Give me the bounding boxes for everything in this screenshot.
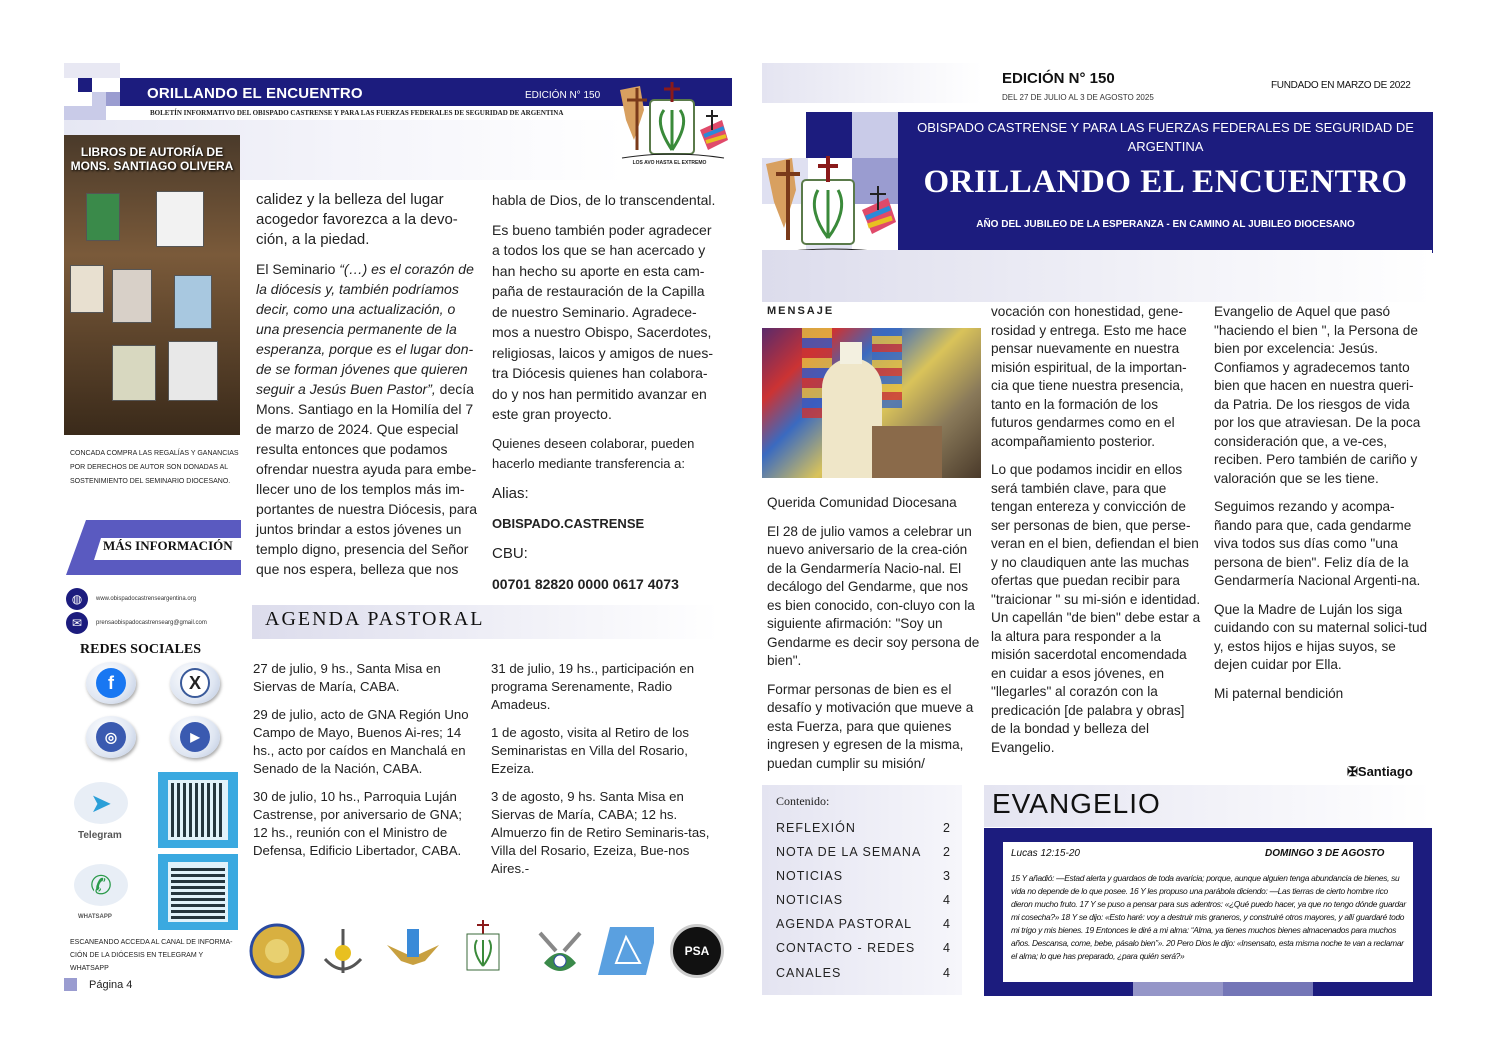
globe-icon: ◍ (66, 588, 88, 610)
contents-box (762, 785, 962, 995)
contents-page: 4 (943, 966, 951, 980)
founded-date: FUNDADO EN MARZO DE 2022 (1271, 80, 1411, 91)
paragraph: Que la Madre de Luján los siga cuidando con su maternal solici-tud y, estos hijos e hijas suyos, se dejen cuidar por Ella. (1214, 601, 1428, 672)
gendarmeria-logo-icon (530, 920, 588, 982)
paragraph: El 28 de julio vamos a celebrar un nuevo aniversario de la crea-ción de la Gendarmería Nacio-nal. El decálogo del Gendarme, que nos es bien conocido, con-cluyo con la siguiente afirmación: "Soy un Gendarme es decir soy persona de bien". (767, 523, 980, 668)
telegram-qr-code (168, 780, 228, 840)
diocese-crest-icon (762, 150, 902, 265)
contents-label: REFLEXIÓN (776, 821, 856, 835)
page-number (64, 978, 132, 991)
alias-label: Alias: (492, 484, 529, 502)
mail-icon: ✉ (66, 612, 88, 634)
paragraph: Mi paternal bendición (1214, 685, 1344, 701)
header-square (78, 78, 92, 92)
contents-label: NOTICIAS (776, 893, 844, 907)
book-cover (70, 265, 104, 313)
website-link[interactable]: www.obispadocastrenseargentina.org (96, 596, 197, 602)
contents-item[interactable] (776, 845, 951, 859)
paragraph: Lo que podamos incidir en ellos será también clave, para que tengan entereza y convicción de ser personas de bien, que perse-veran en el bien, defiendan el bien y no claudiquen ante las muchas ofertas que puedan recibir para "traicionar " su mi-sión e identidad. Un capellán "de bien" debe estar a la altura para responder a la misión sacerdotal encomendada en cuidar a esos jóvenes, en "llegarles" al corazón con la predicación [de palabra y obras] de la bondad y belleza del Evangelio. (991, 462, 1201, 755)
edition-dates: DEL 27 DE JULIO AL 3 DE AGOSTO 2025 (1002, 93, 1154, 102)
quote-span: “(…) es el corazón de la diócesis y, también podríamos decir, como una actualización, o una presencia permanente de la esperanza, porque es el lugar don-de se forman jóvenes que quieren seguir a Jesús Buen Pastor”, (256, 261, 474, 397)
telegram-icon: ➤ (74, 782, 128, 824)
header-square (92, 92, 106, 106)
book-cover (112, 345, 156, 401)
mitre (840, 342, 862, 364)
contents-page: 3 (943, 869, 951, 883)
contents-label: CONTACTO - REDES (776, 941, 916, 955)
agenda-item: 1 de agosto, visita al Retiro de los Seminaristas en Villa del Rosario, Ezeiza. (491, 725, 689, 776)
agenda-item: 29 de julio, acto de GNA Región Uno Campo de Mayo, Buenos Ai-res; 14 hs., acto por caídos en Manchalá en Senado de la Nación, CABA. (253, 707, 469, 776)
contents-page: 2 (943, 821, 951, 835)
contents-item[interactable] (776, 966, 951, 980)
book-cover (86, 193, 120, 241)
book-cover (168, 341, 218, 401)
message-column-1 (767, 494, 981, 783)
youtube-link[interactable] (170, 716, 220, 758)
agenda-item: 30 de julio, 10 hs., Parroquia Luján Castrense, por aniversario de GNA; 12 hs., reunión con el Ministro de Defensa, Edificio Libertador, CABA. (253, 789, 462, 858)
paragraph: Formar personas de bien es el desafío y motivación que mueve a esta Fuerza, para que quienes ingresen y egresen de la misma, puedan cumplir su misión/ (767, 681, 974, 771)
paragraph: habla de Dios, de lo transcendental. (492, 192, 716, 208)
paragraph: Evangelio de Aquel que pasó "haciendo el bien ", la Persona de bien por excelencia: Jesús. Confiamos y agradecemos tanto bien que hacen en nuestra queri-da Patria. De los riesgos de vida por los que atraviesan. De la poca consideración que, a ve-ces, reciben. Pero también de cariño y valoración que se les tiene. (1214, 304, 1421, 486)
whatsapp-qr-code (168, 862, 228, 922)
left-page (0, 0, 748, 1058)
email-link[interactable]: prensaobispadocastrensearg@gmail.com (96, 620, 207, 626)
paragraph: vocación con honestidad, gene-rosidad y entrega. Esto me hace pensar nuevamente en nuestra misión espiritual, de la importan-cia que tiene nuestra presencia, tanto en la formación de los futuros gendarmes como en el acompañamiento posterior. (991, 304, 1187, 449)
contents-item[interactable] (776, 893, 951, 907)
message-column-3 (1214, 303, 1428, 713)
contents-item[interactable] (776, 917, 951, 931)
signature: ✠Santiago (1347, 764, 1413, 779)
obispado-name: OBISPADO CASTRENSE Y PARA LAS FUERZAS FEDERALES DE SEGURIDAD DE ARGENTINA (917, 120, 1414, 154)
paragraph: calidez y la belleza del lugar acogedor favorezca a la devo-ción, a la piedad. (256, 191, 458, 248)
edition-number: EDICIÓN N° 150 (525, 90, 601, 101)
article-column-1 (256, 190, 478, 588)
paragraph (256, 259, 478, 579)
gospel-reference: Lucas 12:15-20 (1011, 848, 1080, 859)
ambo (872, 426, 942, 478)
contents-label: CANALES (776, 966, 842, 980)
contents-item[interactable] (776, 821, 951, 835)
telegram-label: Telegram (78, 830, 122, 841)
x-link[interactable] (170, 662, 220, 704)
book-cover (156, 191, 204, 247)
x-icon: X (180, 668, 210, 698)
jubilee-tagline: AÑO DEL JUBILEO DE LA ESPERANZA - EN CAMINO AL JUBILEO DIOCESANO (976, 219, 1355, 230)
contents-label: AGENDA PASTORAL (776, 917, 913, 931)
website-row[interactable] (66, 588, 196, 610)
edition-number: EDICIÓN N° 150 (1002, 70, 1115, 87)
paragraph: Querida Comunidad Diocesana (767, 495, 957, 510)
gospel-heading: EVANGELIO (992, 788, 1161, 819)
newsletter-title: ORILLANDO EL ENCUENTRO (147, 85, 363, 102)
text-span: El Seminario (256, 261, 340, 277)
agenda-item: 3 de agosto, 9 hs. Santa Misa en Siervas de María, CABA; 12 hs. Almuerzo fin de Retiro Seminaris-tas, Villa del Rosario, Ezeiza, Bue-nos Aires.- (491, 789, 710, 876)
agenda-item: 31 de julio, 19 hs., participación en programa Serenamente, Radio Amadeus. (491, 661, 695, 712)
bishop-photo (762, 328, 981, 478)
army-logo-icon (248, 920, 306, 982)
contents-label: NOTA DE LA SEMANA (776, 845, 922, 859)
books-photo-title: LIBROS DE AUTORÍA DE MONS. SANTIAGO OLIVERA (70, 145, 234, 173)
youtube-icon: ▶ (180, 722, 210, 752)
agenda-column-2 (491, 660, 719, 888)
more-info-heading: MÁS INFORMACIÓN (103, 538, 233, 553)
agenda-column-1 (253, 660, 478, 870)
contents-page: 4 (943, 917, 951, 931)
airforce-wings-icon (384, 920, 442, 982)
contents-heading: Contenido: (776, 794, 830, 808)
whatsapp-qr-card[interactable] (66, 854, 238, 930)
paragraph: Es bueno también poder agradecer a todos los que se han acercado y han hecho su aporte en esta cam-paña de restauración de la Capilla de nuestro Seminario. Agradece-mos a nuestro Obispo, Sacerdotes, religiosas, laicos y amigos de nues-tra Diócesis quienes han colabora-do y nos han permitido avanzar en este gran proyecto. (492, 221, 713, 422)
message-heading: MENSAJE (767, 305, 835, 317)
facebook-link[interactable] (86, 662, 136, 704)
gospel-text: 15 Y añadió: —Estad alerta y guardaos de toda avaricia; porque, aunque alguien tenga abundancia de bienes, su vida no depende de lo que posee. 16 Y les propuso una parábola diciendo: —Las tierras de cierto hombre rico dieron mucho fruto. 17 Y se puso a pensar para sus adentros: «¿Qué puedo hacer, ya que no tengo dónde guardar mi cosecha?» 18 Y se dijo: «Esto haré: voy a destruir mis graneros, y construiré otros mayores, y allí guardaré todo mi trigo y mis bienes. 19 Entonces le diré a mi alma: “Alma, ya tienes muchos bienes almacenados para muchos años. Descansa, come, bebe, pásalo bien”». 20 Pero Dios le dijo: «Insensato, esta misma noche te van a reclamar el alma; lo que has preparado, ¿para quién será?» (1011, 873, 1406, 961)
whatsapp-icon: ✆ (74, 864, 128, 906)
instagram-link[interactable] (86, 716, 136, 758)
cbu-value: 00701 82820 0000 0617 4073 (492, 576, 679, 592)
header-square (64, 106, 106, 120)
email-row[interactable] (66, 612, 207, 634)
newsletter-subtitle: BOLETÍN INFORMATIVO DEL OBISPADO CASTRENSE Y PARA LAS FUERZAS FEDERALES DE SEGURIDAD DE ARGENTINA (150, 109, 564, 117)
header-square (106, 92, 120, 106)
agenda-item: 27 de julio, 9 hs., Santa Misa en Siervas de María, CABA. (253, 661, 441, 694)
contents-page: 2 (943, 845, 951, 859)
prefectura-logo-icon (596, 920, 654, 982)
instagram-icon: ◎ (96, 722, 126, 752)
article-column-2 (492, 190, 718, 604)
contents-page: 4 (943, 941, 951, 955)
diocese-crest-small-icon (454, 920, 512, 982)
cbu-label: CBU: (492, 545, 528, 562)
gospel-date: DOMINGO 3 DE AGOSTO (1265, 848, 1385, 859)
books-photo (64, 135, 240, 435)
section-fade (762, 250, 1432, 302)
crest-motto: LOS AVO HASTA EL EXTREMO (632, 160, 707, 166)
book-cover (174, 275, 212, 329)
whatsapp-label: WHATSAPP (78, 914, 112, 920)
contents-label: NOTICIAS (776, 869, 844, 883)
scan-instructions: ESCANEANDO ACCEDA AL CANAL DE INFORMA-CIÓN DE LA DIÓCESIS EN TELEGRAM Y WHATSAPP (70, 939, 233, 972)
page-marker (64, 978, 77, 991)
message-column-2 (991, 303, 1203, 767)
contents-item[interactable] (776, 869, 951, 883)
psa-logo-text: PSA (684, 944, 710, 958)
agenda-heading: AGENDA PASTORAL (265, 608, 485, 630)
contents-item[interactable] (776, 941, 951, 955)
masthead-title: ORILLANDO EL ENCUENTRO (923, 164, 1408, 200)
header-deco (64, 63, 120, 78)
text-span: decía Mons. Santiago en la Homilía del 7 de marzo de 2024. Que especial resulta entonces que podamos ofrendar nuestra ayuda para embe-llecer uno de los templos más im-portantes de nuestra Diócesis, para juntos brindar a estos jóvenes un templo digno, presencia del Señor que nos espera, belleza que nos (256, 381, 478, 577)
psa-logo (668, 920, 726, 982)
facebook-icon: f (96, 668, 126, 698)
paragraph: Seguimos rezando y acompa-ñando para que, cada gendarme viva todos sus días como "una persona de bien". Feliz día de la Gendarmería Nacional Argenti-na. (1214, 499, 1421, 588)
royalties-note: CONCADA COMPRA LAS REGALÍAS Y GANANCIAS POR DERECHOS DE AUTOR SON DONADAS AL SOSTENIMIENTO DEL SEMINARIO DIOCESANO. (70, 450, 239, 485)
social-heading: REDES SOCIALES (80, 642, 201, 657)
alias-value: OBISPADO.CASTRENSE (492, 515, 645, 531)
contents-page: 4 (943, 893, 951, 907)
masthead-fade (762, 63, 982, 103)
paragraph: Quienes deseen colaborar, pueden hacerlo mediante transferencia a: (492, 435, 695, 471)
page-number-text: Página 4 (89, 978, 133, 991)
telegram-qr-card[interactable] (66, 772, 238, 848)
navy-anchor-icon (314, 920, 372, 982)
book-cover (112, 269, 152, 323)
